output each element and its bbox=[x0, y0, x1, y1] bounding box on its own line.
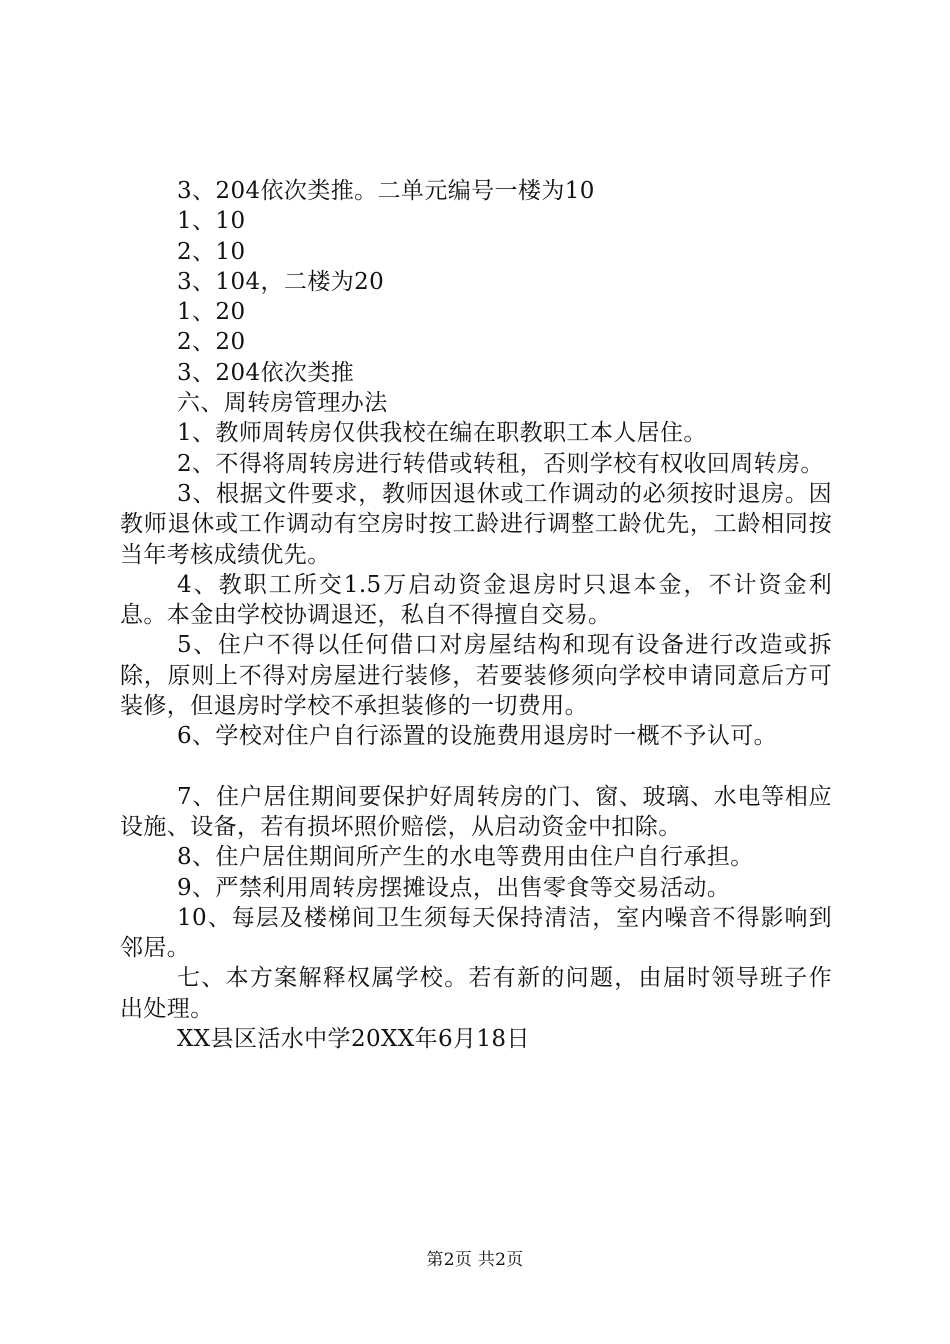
paragraph: 1、10 bbox=[177, 208, 246, 235]
paragraph: 1、20 bbox=[177, 299, 246, 326]
paragraph: 8、住户居住期间所产生的水电等费用由住户自行承担。 bbox=[177, 844, 754, 871]
paragraph: 10、每层及楼梯间卫生须每天保持清洁，室内噪音不得影响到邻居。 bbox=[120, 904, 832, 962]
paragraph: 6、学校对住户自行添置的设施费用退房时一概不予认可。 bbox=[177, 723, 778, 750]
paragraph: 9、严禁利用周转房摆摊设点，出售零食等交易活动。 bbox=[177, 874, 731, 901]
section-heading: 六、周转房管理办法 bbox=[177, 390, 388, 417]
page-number-footer: 第2页 共2页 bbox=[426, 1250, 524, 1270]
document-body bbox=[120, 176, 832, 1054]
paragraph: 2、10 bbox=[177, 238, 246, 265]
paragraph: 2、不得将周转房进行转借或转租，否则学校有权收回周转房。 bbox=[177, 450, 824, 477]
paragraph: 1、教师周转房仅供我校在编在职教职工本人居住。 bbox=[177, 420, 707, 447]
paragraph: 4、教职工所交1.5万启动资金退房时只退本金，不计资金利息。本金由学校协调退还，私自不得擅自交易。 bbox=[120, 571, 832, 629]
paragraph: 2、20 bbox=[177, 329, 246, 356]
paragraph: 5、住户不得以任何借口对房屋结构和现有设备进行改造或拆除，原则上不得对房屋进行装修，若要装修须向学校申请同意后方可装修，但退房时学校不承担装修的一切费用。 bbox=[120, 632, 832, 720]
blank-line bbox=[120, 752, 832, 782]
section-heading: 七、本方案解释权属学校。若有新的问题，由届时领导班子作出处理。 bbox=[120, 965, 832, 1022]
paragraph: 7、住户居住期间要保护好周转房的门、窗、玻璃、水电等相应设施、设备，若有损坏照价赔偿，从启动资金中扣除。 bbox=[120, 783, 832, 840]
paragraph: 3、根据文件要求，教师因退休或工作调动的必须按时退房。因教师退休或工作调动有空房时按工龄进行调整工龄优先，工龄相同按当年考核成绩优先。 bbox=[120, 480, 832, 568]
signature-line: XX县区活水中学20XX年6月18日 bbox=[177, 1026, 530, 1053]
paragraph: 3、104，二楼为20 bbox=[177, 268, 385, 295]
paragraph: 3、204依次类推。二单元编号一楼为10 bbox=[177, 178, 595, 204]
paragraph: 3、204依次类推 bbox=[177, 359, 355, 386]
